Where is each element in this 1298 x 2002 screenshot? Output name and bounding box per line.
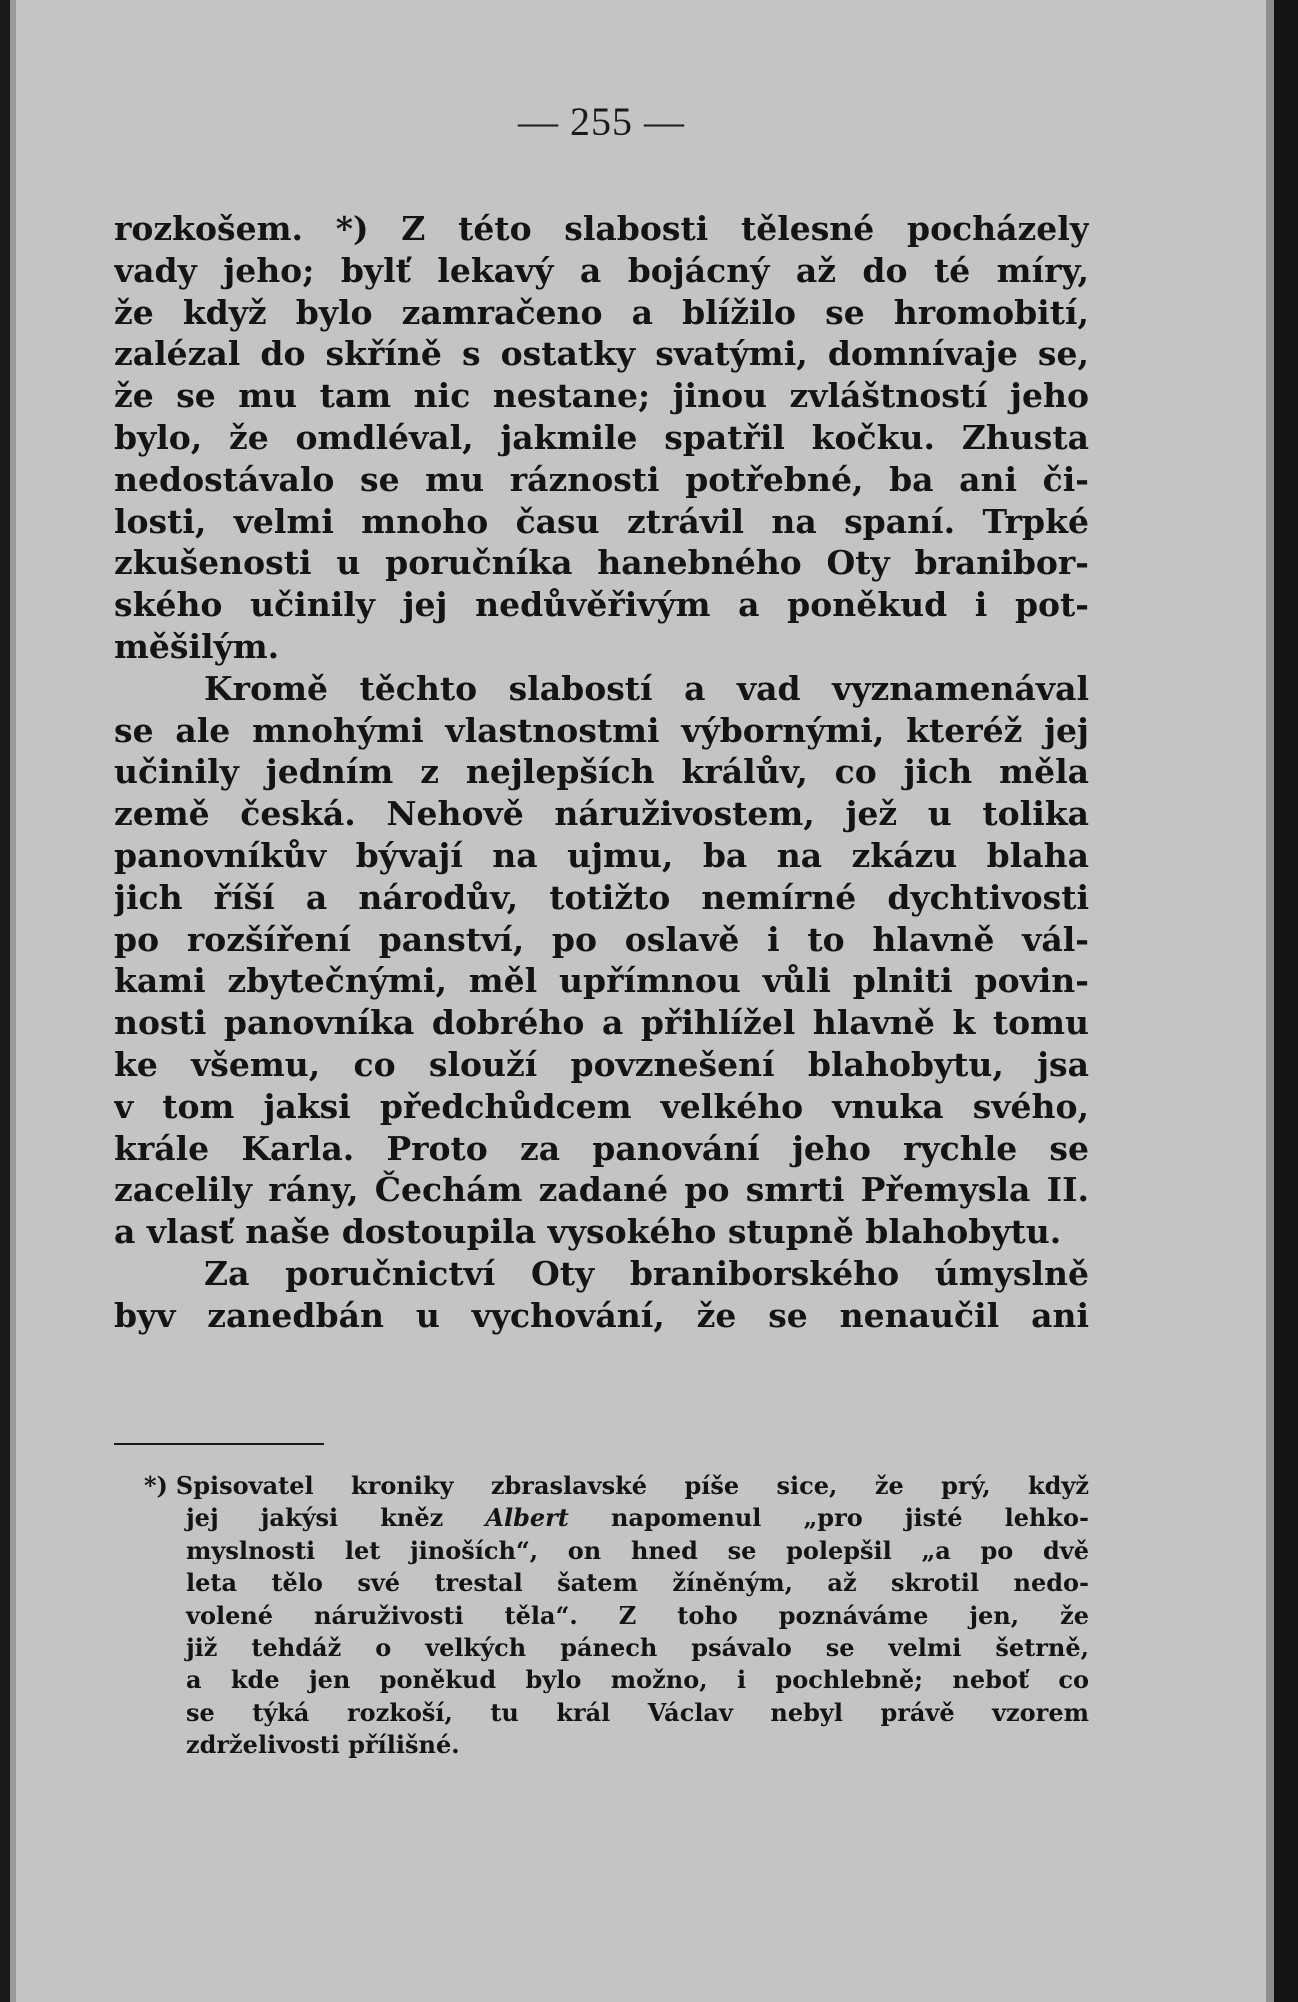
text-line: že se mu tam nic nestane; jinou zvláštností jeho <box>114 376 1089 416</box>
text-line: zalézal do skříně s ostatky svatými, domnívaje se, <box>114 334 1089 374</box>
body-text <box>114 208 1089 1337</box>
text-line: se ale mnohými vlastnostmi výbornými, kteréž jej <box>114 710 1089 750</box>
text-line: byv zanedbán u vychování, že se nenaučil ani <box>114 1295 1089 1335</box>
text-line: nedostávalo se mu ráznosti potřebné, ba ani či- <box>114 459 1089 499</box>
text-line: panovníkův bývají na ujmu, ba na zkázu blaha <box>114 835 1089 875</box>
book-page <box>16 0 1266 2002</box>
text-line: zkušenosti u poručníka hanebného Oty branibor- <box>114 543 1089 583</box>
footnote-rule <box>114 1443 324 1445</box>
text-line: rozkošem. *) Z této slabosti tělesné pocházely <box>114 209 1089 248</box>
footnote-line: zdrželivosti přílišné. <box>186 1730 460 1760</box>
footnote-line: volené náruživosti těla“. Z toho poznáváme jen, že <box>186 1600 1089 1630</box>
text-line: měšilým. <box>114 626 280 666</box>
footnote-line <box>144 1502 1089 1534</box>
text-line: nosti panovníka dobrého a přihlížel hlavně k tomu <box>114 1003 1089 1043</box>
footnote-line: již tehdáž o velkých pánech psávalo se velmi šetrně, <box>186 1632 1089 1662</box>
text-line: Za poručnictví Oty braniborského úmyslně <box>204 1253 1089 1293</box>
text-line: učinily jedním z nejlepších králův, co jich měla <box>114 752 1089 792</box>
text-line: losti, velmi mnoho času ztrávil na spaní. Trpké <box>114 501 1089 541</box>
footnote-line <box>144 1470 1089 1502</box>
footnote-name-albert: Albert <box>485 1503 569 1533</box>
text-line: ského učinily jej nedůvěřivým a poněkud i pot- <box>114 585 1089 625</box>
text-line: Kromě těchto slabostí a vad vyznamenával <box>204 668 1089 708</box>
footnote-text: Spisovatel kroniky zbraslavské píše sice, že prý, když <box>175 1471 1089 1500</box>
text-line: krále Karla. Proto za panování jeho rychle se <box>114 1128 1089 1168</box>
page-number: — 255 — <box>518 99 685 144</box>
text-line: zacelily rány, Čechám zadané po smrti Přemysla II. <box>114 1170 1089 1210</box>
text-line: a vlasť naše dostoupila vysokého stupně blahobytu. <box>114 1212 1062 1252</box>
footnote-line: leta tělo své trestal šatem žíněným, až skrotil nedo- <box>186 1568 1089 1598</box>
text-line: bylo, že omdléval, jakmile spatřil kočku. Zhusta <box>114 417 1089 457</box>
footnote-marker: *) <box>144 1471 168 1500</box>
text-line: v tom jaksi předchůdcem velkého vnuka svého, <box>114 1086 1089 1126</box>
text-line: po rozšíření panství, po oslavě i to hlavně vál- <box>114 919 1089 959</box>
footnote-text: jej jakýsi kněz <box>186 1503 444 1533</box>
text-line: země česká. Nehově náruživostem, jež u tolika <box>114 794 1089 834</box>
binding-shadow-left <box>0 0 10 2002</box>
text-line: jich říší a národův, totižto nemírné dychtivosti <box>114 877 1089 917</box>
page-edge-right <box>1266 0 1274 2002</box>
scan-border-right <box>1274 0 1298 2002</box>
text-line: kami zbytečnými, měl upřímnou vůli plniti povin- <box>114 961 1089 1001</box>
text-line: vady jeho; bylť lekavý a bojácný až do té míry, <box>114 250 1089 290</box>
text-line: ke všemu, co slouží povznešení blahobytu, jsa <box>114 1044 1089 1084</box>
footnote-line: myslnosti let jinoších“, on hned se polepšil „a po dvě <box>186 1535 1089 1565</box>
footnote-line: a kde jen poněkud bylo možno, i pochlebně; neboť co <box>186 1665 1089 1695</box>
footnote-line: se týká rozkoší, tu král Václav nebyl právě vzorem <box>186 1697 1089 1727</box>
text-line: že když bylo zamračeno a blížilo se hromobití, <box>114 292 1089 332</box>
footnote-text: napomenul „pro jisté lehko- <box>610 1503 1089 1533</box>
footnote <box>144 1470 1089 1762</box>
